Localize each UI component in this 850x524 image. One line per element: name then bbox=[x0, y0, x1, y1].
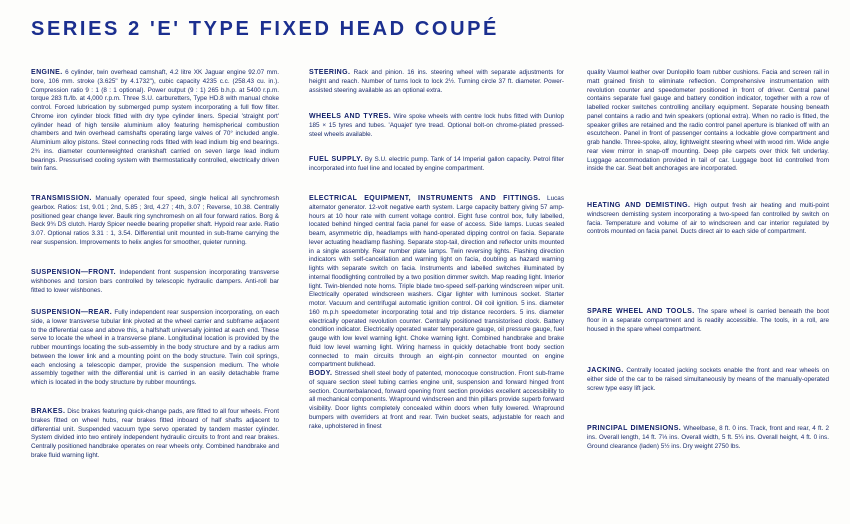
section-heading: BRAKES. bbox=[31, 408, 66, 415]
section-body bbox=[309, 370, 564, 431]
section-heading: JACKING. bbox=[587, 367, 624, 374]
section-heading: TRANSMISSION. bbox=[31, 195, 92, 202]
section-jacking bbox=[587, 367, 829, 393]
section-body: By S.U. electric pump. Tank of 14 Imperial gallon capacity. Petrol filter incorporated into fuel line and located by engine compartment. bbox=[309, 156, 564, 172]
section-body-continued bbox=[587, 69, 829, 174]
section-body: 6 cylinder, twin overhead camshaft, 4.2 litre XK Jaguar engine 92.07 mm. bore, 106 mm. stroke (3.625" by 4.1732"), cubic capacity 4235 c.c. (258.43 cu. in.). Compression ratio 9 : 1 (8 : 1 optional). Power output (9 : 1) 265 b.h.p. at 5400 r.p.m. torque 283 ft./lb. at 4,000 r.p.m. Three S.U. carburetters, Type HD.8 with manual choke control. Forced lubrication by submerged pump system incorporating a full flow filter. Chrome iron cylinder block fitted with dry type cylinder liners. Special 'straight port' cylinder head of high tensile aluminium alloy featuring hemispherical combustion chambers and twin overhead camshafts operating large valves of 70° included angle. Aluminium alloy pistons. Steel connecting rods fitted with lead indium big end bearings. 2¾ ins. diameter counterweighted crankshaft carried on seven large lead indium bearings. Pressurised cooling system with thermostatically controlled, electrically driven twin fans. bbox=[31, 69, 279, 173]
section-heading: STEERING. bbox=[309, 69, 351, 76]
section-heading: BODY. bbox=[309, 370, 333, 377]
section-heading: FUEL SUPPLY. bbox=[309, 156, 363, 163]
section-body: Fully independent rear suspension incorporating, on each side, a lower transverse tubular link pivoted at the wheel carrier and subframe adjacent to the differential case and above this, a halfshaft universally jointed at each end. These serve to locate the wheel in a transverse plane. Longitudinal location is provided by the rubber mountings locating the sub-assembly in the body structure and by a radius arm between the lower link and a mounting point on the body structure. Twin coil springs, each enclosing a telescopic damper, provide the suspension medium. The whole assembly together with the differential unit is carried in an easily detachable frame which is located in the body structure by rubber mountings. bbox=[31, 309, 279, 386]
section-suspension-front bbox=[31, 269, 279, 295]
section-engine bbox=[31, 69, 279, 174]
section-body: High output fresh air heating and multi-point windscreen demisting system incorporating a two-speed fan controlled by switch on facia. Temperature and volume of air to windscreen and car interior regulated by controls mounted on facia panel. Ducts direct air to each side of compartment. bbox=[587, 202, 829, 236]
section-heading: SUSPENSION—REAR. bbox=[31, 309, 113, 316]
section-wheels-tyres bbox=[309, 113, 564, 139]
section-body: Manually operated four speed, single helical all synchromesh gearbox. Ratios: 1st, 9.01 ; 2nd, 5.85 ; 3rd, 4.27 ; 4th, 3.07 ; Reverse, 10.38. Centrally positioned gear change lever. Baulk ring synchromesh on all four forward ratios. Borg & Beck 9¾ DS clutch. Hardy Spicer needle bearing propeller shaft. Hypoid rear axle. Ratio 3.07. Optional ratios 3.31 : 1, 3.54. Differential unit mounted in sub-frame carrying the rear suspension. Improvements to helix angles for smoother, quieter running. bbox=[31, 195, 279, 246]
section-heating bbox=[587, 202, 829, 237]
section-body-text: Stressed shell steel body of patented, monocoque construction. Front sub-frame of square section steel tubing carries engine unit, suspension and forward hinged front section. Counterbalanced, forward opening front section provides excellent accessibility to all mechanical components. Wrapround windscreen and thin pillars provide superb forward visibility. Door lights completely concealed within doors when fully lowered. Wrapround bumpers with overriders at front and rear. Twin bucket seats, adjustable for reach and rake, upholstered in finest bbox=[309, 370, 564, 430]
section-heading: SPARE WHEEL AND TOOLS. bbox=[587, 308, 695, 315]
section-body: Wheelbase, 8 ft. 0 ins. Track, front and rear, 4 ft. 2 ins. Overall length, 14 ft. 7⅓ ins. Overall width, 5 ft. 5¼ ins. Overall height, 4 ft. 0 ins. Ground clearance (laden) 5½ ins. Dry weight 2750 lbs. bbox=[587, 425, 829, 450]
section-electrical bbox=[309, 195, 564, 370]
section-fuel-supply bbox=[309, 156, 564, 174]
section-body: The spare wheel is carried beneath the boot floor in a separate compartment and is readily accessible. The tools, in a roll, are housed in the spare wheel compartment. bbox=[587, 308, 829, 333]
section-steering bbox=[309, 69, 564, 95]
section-body: Disc brakes featuring quick-change pads, are fitted to all four wheels. Front brakes fitted on wheel hubs, rear brakes fitted inboard of half shafts adjacent to differential unit. Suspended vacuum type servo operated by tandem master cylinder. System divided into two entirely independent hydraulic circuits to front and rear brakes. Centrally positioned handbrake operates on rear wheels only. Combined handbrake and brake fluid warning light. bbox=[31, 408, 279, 459]
section-body: Rack and pinion. 16 ins. steering wheel with separate adjustments for height and reach. Number of turns lock to lock 2½. Turning circle 37 ft. diameter. Power-assisted steering available as an optional extra. bbox=[309, 69, 564, 94]
section-suspension-rear bbox=[31, 309, 279, 388]
section-body: Lucas alternator generator. 12-volt negative earth system. Large capacity battery giving 57 amp-hours at 10 hour rate with current voltage control. Eight fuse control box, fully labelled, located behind hinged central facia panel for ease of access. Side lamps. Lucas sealed beam, asymmetric dip, headlamps with hand-operated dipping control on facia. Separate lever actuating headlamp flashing. Separate stop-tail, direction and reflector units mounted in a single assembly. Rear number plate lamps. Twin reversing lights. Flashing direction indicators with self-cancellation and warning light on facia, doubling as hazard warning lights with separate switch on facia. Instruments and labelled switches illuminated by internal floodlighting controlled by a two position dimmer switch. Map reading light. Interior light. Twin-blended note horns. Triple blade two-speed self-parking windscreen wiper unit. Electrically operated windscreen washers. Cigar lighter with luminous socket. Starter motor. Vacuum and centrifugal automatic ignition control. Oil coil ignition. 5 ins. diameter 160 m.p.h speedometer incorporating total and trip distance recorders. 5 ins. diameter electrically operated revolution counter. Centrally positioned transistorised clock. Battery condition indicator. Electrically operated water temperature gauge, oil pressure gauge, fuel gauge with low level warning light. Choke warning light. Combined handbrake and brake fluid low level warning light. Wiring harness in quickly detachable front body section connected to main circuits through an eight-pin connector mounted on engine compartment bulkhead. bbox=[309, 195, 564, 369]
section-heading: WHEELS AND TYRES. bbox=[309, 113, 392, 120]
section-heading: PRINCIPAL DIMENSIONS. bbox=[587, 425, 682, 432]
section-heading: ENGINE. bbox=[31, 69, 63, 76]
section-body: Wire spoke wheels with centre lock hubs fitted with Dunlop 185 × 15 tyres and tubes. 'Aquajet' tyre tread. Optional bolt-on chrome-plated pressed-steel wheels available. bbox=[309, 113, 564, 138]
page-title: SERIES 2 'E' TYPE FIXED HEAD COUPÉ bbox=[31, 18, 499, 40]
section-body: Centrally located jacking sockets enable the front and rear wheels on either side of the car to be raised simultaneously by means of the manually-operated screw type easy lift jack. bbox=[587, 367, 829, 392]
section-heading: SUSPENSION—FRONT. bbox=[31, 269, 116, 276]
section-spare-wheel bbox=[587, 308, 829, 334]
section-heading: HEATING AND DEMISTING. bbox=[587, 202, 691, 209]
section-heading: ELECTRICAL EQUIPMENT, INSTRUMENTS AND FITTINGS. bbox=[309, 195, 541, 202]
section-brakes bbox=[31, 408, 279, 461]
section-transmission bbox=[31, 195, 279, 248]
section-body: Independent front suspension incorporating transverse wishbones and torsion bars controlled by telescopic hydraulic dampers. Anti-roll bar fitted to lower wishbones. bbox=[31, 269, 279, 294]
section-dimensions bbox=[587, 425, 829, 451]
section-body: quality Vaumol leather over Dunlopillo foam rubber cushions. Facia and screen rail in matt grained finish to eliminate reflection. Comprehensive instrumentation with revolution counter and speedometer positioned in front of driver. Central panel contains separate fuel gauge and battery condition indicator, together with a row of labelled rocker switches controlling ancillary equipment. Separate housing beneath panel contains a radio and twin speakers (optional extra). When no radio is fitted, the speaker grilles are retained and the radio control panel aperture is blanked off with an escutcheon. Panel in front of passenger contains a lockable glove compartment and grab handle. Three-spoke, alloy, lightweight steering wheel with wood rim. Wide angle rear view mirror in snap-off mounting. Deep pile carpets over thick felt underlay. Luggage accommodation provided in tail of car. Luggage boot lid controlled from inside the car. Seat belt anchorages are incorporated. bbox=[587, 69, 829, 173]
